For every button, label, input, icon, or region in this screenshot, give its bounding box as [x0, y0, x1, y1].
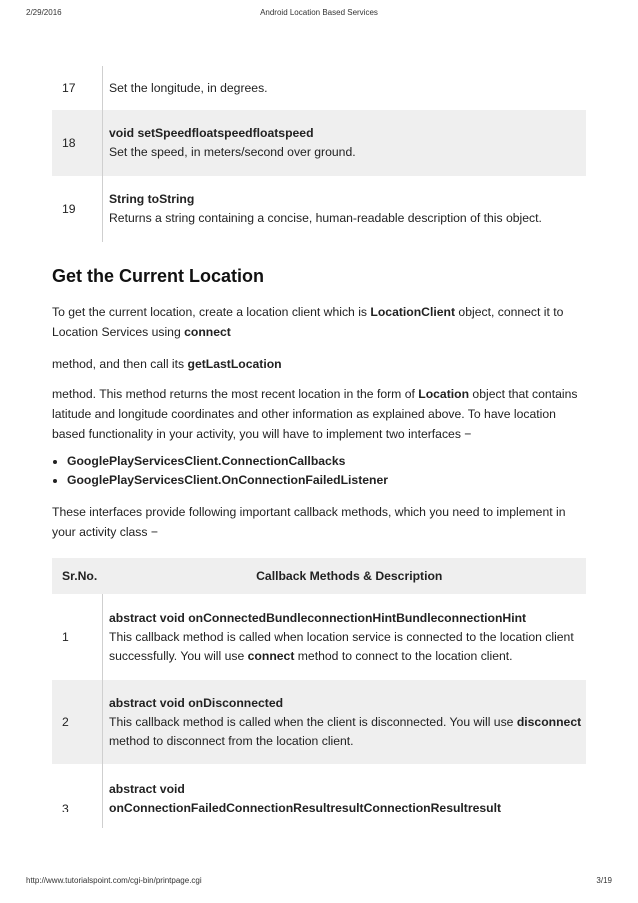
text-run: object that contains latitude and longitude coordinates and other information as explained above. To have location based functionality in your activity, you will have to implement two interfaces − [52, 387, 578, 441]
table-row [52, 764, 586, 828]
row-cell [103, 594, 587, 680]
code-term: getLastLocation [187, 357, 282, 371]
method-name: abstract void onConnectedBundleconnectionHintBundleconnectionHint [109, 610, 527, 625]
page-content [52, 66, 586, 852]
row-cell [103, 176, 587, 242]
row-description: Set the longitude, in degrees. [109, 80, 268, 95]
method-name: abstract void [109, 782, 185, 796]
row-cell [103, 110, 587, 176]
table-row [52, 594, 586, 680]
paragraph: These interfaces provide following important callback methods, which you need to implement in your activity class − [52, 505, 566, 539]
list-item: • GooglePlayServicesClient.OnConnectionFailedListener [67, 471, 586, 490]
paragraph [52, 354, 586, 374]
text-run: method to disconnect from the location client. [109, 733, 354, 748]
text-run: method to connect to the location client. [294, 648, 513, 663]
row-number-cell [52, 764, 103, 828]
text-run: To get the current location, create a location client which is [52, 305, 371, 319]
method-name: String toString [109, 192, 195, 206]
page-footer [0, 876, 638, 890]
code-term: LocationClient [370, 305, 456, 319]
page-header [0, 8, 638, 22]
table-row [52, 110, 586, 176]
paragraph [52, 302, 586, 342]
text-run: method, and then call its [52, 357, 188, 371]
row-number: 17 [52, 66, 103, 110]
row-cell [103, 680, 587, 764]
row-number: 19 [52, 176, 103, 242]
callbacks-table-wrap [52, 542, 586, 852]
row-number: 1 [52, 594, 103, 680]
table-row [52, 176, 586, 242]
method-name: onConnectionFailedConnectionResultresultConnectionResultresult [109, 801, 502, 815]
methods-table [52, 66, 586, 242]
code-term: Location [418, 387, 470, 401]
header-title: Android Location Based Services [260, 8, 378, 17]
section-heading: Get the Current Location [52, 266, 265, 286]
header-date: 2/29/2016 [26, 8, 62, 17]
text-run: object, connect it to Location Services using [52, 305, 564, 339]
table-row [52, 680, 586, 764]
code-term: disconnect [516, 714, 582, 729]
row-cell [103, 764, 587, 828]
text-run: This callback method is called when the client is disconnected. You will use [109, 714, 517, 729]
row-description: Returns a string containing a concise, human-readable description of this object. [109, 211, 542, 225]
interfaces-list [52, 452, 586, 490]
text-run: method. This method returns the most recent location in the form of [52, 387, 419, 401]
table-row [52, 66, 586, 110]
column-header-description: Callback Methods & Description [103, 558, 587, 594]
list-item: • GooglePlayServicesClient.ConnectionCallbacks [67, 452, 586, 471]
paragraph [52, 384, 586, 444]
code-term: connect [184, 325, 231, 339]
row-number: 3 [62, 802, 69, 812]
row-description: Set the speed, in meters/second over ground. [109, 145, 356, 159]
row-number: 2 [52, 680, 103, 764]
callbacks-table [52, 558, 586, 828]
row-number: 18 [52, 110, 103, 176]
footer-url: http://www.tutorialspoint.com/cgi-bin/printpage.cgi [26, 876, 202, 885]
method-name: void setSpeedfloatspeedfloatspeed [109, 126, 314, 140]
code-term: connect [247, 648, 295, 663]
table-header-row [52, 558, 586, 594]
text-run: This callback method is called when location service is connected to the location client successfully. You will use [109, 629, 574, 663]
footer-page-number: 3/19 [596, 876, 612, 885]
method-name: abstract void onDisconnected [109, 695, 284, 710]
column-header-number: Sr.No. [52, 558, 103, 594]
